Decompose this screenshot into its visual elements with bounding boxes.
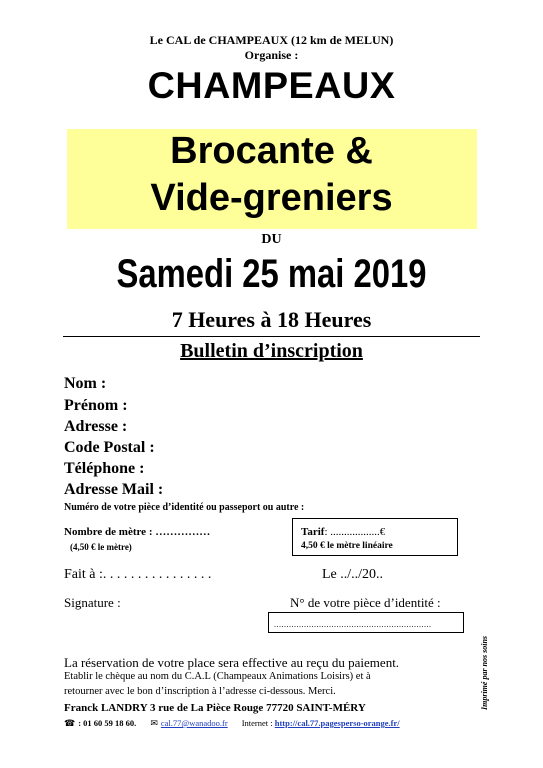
organise-label: Organise : <box>244 48 299 62</box>
contact-line <box>64 718 400 729</box>
contact-website[interactable]: http://cal.77.pagesperso-orange.fr/ <box>274 718 400 728</box>
divider-rule <box>63 336 480 337</box>
tarif-dots: : ..................€ <box>324 526 386 538</box>
vertical-note-wrap <box>480 635 543 719</box>
envelope-icon: ✉ <box>150 718 158 728</box>
id-number-label: N° de votre pièce d’identité : <box>290 595 441 610</box>
contact-phone: : 01 60 59 18 60. <box>78 718 137 728</box>
id-number-dots: ............................................................... <box>274 620 432 629</box>
fait-a-label: Fait à :. . . . . . . . . . . . . . . . <box>64 567 212 582</box>
event-date: Samedi 25 mai 2019 <box>116 252 427 296</box>
metres-label: Nombre de mètre : …………… <box>64 526 211 538</box>
contact-email[interactable]: cal.77@wanadoo.fr <box>160 718 228 728</box>
contact-address: Franck LANDRY 3 rue de La Pièce Rouge 77720 SAINT-MÉRY <box>64 702 366 714</box>
internet-label: Internet : <box>241 718 275 728</box>
du-label: DU <box>261 232 282 247</box>
event-title-line1: Brocante & <box>170 130 373 172</box>
town-title: CHAMPEAUX <box>147 65 396 106</box>
field-prenom: Prénom : <box>64 397 128 414</box>
field-nom: Nom : <box>64 375 107 392</box>
event-title-line2: Vide-greniers <box>150 177 393 219</box>
reservation-main: La réservation de votre place sera effective au reçu du paiement. <box>64 655 400 670</box>
field-adresse: Adresse : <box>64 418 128 435</box>
field-telephone: Téléphone : <box>64 460 145 477</box>
field-adresse-mail: Adresse Mail : <box>64 481 164 498</box>
event-hours: 7 Heures à 18 Heures <box>171 307 372 332</box>
reservation-line1: Etablir le chèque au nom du C.A.L (Champeaux Animations Loisirs) et à <box>64 671 371 682</box>
tarif-line <box>301 526 385 538</box>
metres-price: (4,50 € le mètre) <box>70 542 132 552</box>
organizer-line: Le CAL de CHAMPEAUX (12 km de MELUN) <box>149 33 394 47</box>
reservation-line2: retourner avec le bon d’inscription à l’adresse ci-dessous. Merci. <box>64 686 336 697</box>
tarif-sub: 4,50 € le mètre linéaire <box>301 541 393 551</box>
phone-icon: ☎ <box>64 718 76 728</box>
form-title: Bulletin d’inscription <box>180 340 363 362</box>
date-label: Le ../../20.. <box>322 567 384 582</box>
signature-label: Signature : <box>64 595 121 610</box>
id-question: Numéro de votre pièce d’identité ou passeport ou autre : <box>64 502 305 513</box>
vertical-note: Imprimé par nos soins <box>480 635 489 710</box>
field-code-postal: Code Postal : <box>64 439 155 456</box>
tarif-label: Tarif <box>301 526 325 538</box>
